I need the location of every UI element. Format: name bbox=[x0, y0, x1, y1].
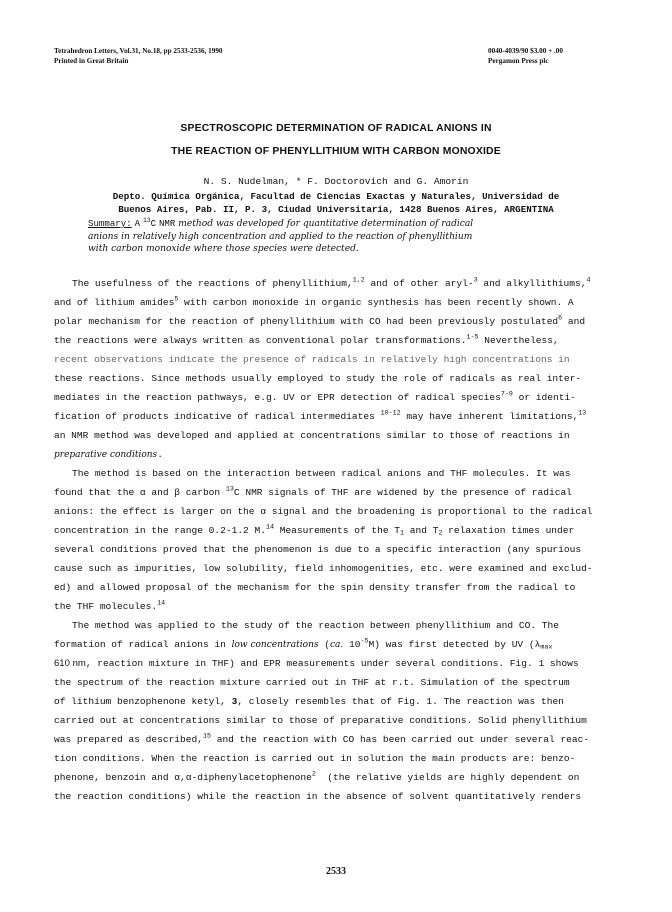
printed-in: Printed in Great Britain bbox=[54, 57, 129, 65]
text-line: an NMR method was developed and applied at concentrations similar to those of reactions in bbox=[54, 430, 570, 441]
text-line: phenone, benzoin and α,α-diphenylacetophenone$^2$ (the relative yields are highly dependent on bbox=[54, 770, 580, 783]
journal-header-left bbox=[54, 46, 223, 66]
text-line: fication of products indicative of radical intermediates $^{10-12}$ may have inherent limitations,$^{13}$ bbox=[54, 409, 587, 422]
text-line: The method was applied to the study of the reaction between phenyllithium and CO. The bbox=[72, 620, 559, 631]
journal-header-right bbox=[488, 46, 563, 66]
text-line: 610 nm, reaction mixture in THF) and EPR measurements under several conditions. Fig. 1 shows bbox=[54, 658, 579, 669]
text-line: recent observations indicate the presence of radicals in relatively high concentrations in bbox=[54, 354, 570, 365]
text-line: of lithium benzophenone ketyl, 3, closely resembles that of Fig. 1. The reaction was then bbox=[54, 696, 564, 707]
summary-line-3: with carbon monoxide where those species were detected. bbox=[88, 244, 359, 254]
affiliation-line-1: Depto. Química Orgánica, Facultad de Ciencias Exactas y Naturales, Universidad de bbox=[112, 191, 560, 202]
text-line: found that the α and β carbon $^{13}$C NMR signals of THF are widened by the presence of radical bbox=[54, 485, 572, 498]
affiliation-line-2: Buenos Aires, Pab. II, P. 3, Ciudad Universitaria, 1428 Buenos Aires, ARGENTINA bbox=[118, 204, 554, 215]
text-line: concentration in the range 0.2-1.2 M.$^{14}$ Measurements of the $T_1$ and $T_2$ relaxation times under bbox=[54, 523, 575, 538]
text-line: The method is based on the interaction between radical anions and THF molecules. It was bbox=[72, 468, 571, 479]
authors: N. S. Nudelman, * F. Doctorovich and G. Amorín bbox=[203, 176, 469, 187]
summary-label: Summary: bbox=[88, 218, 132, 229]
text-line: several conditions proved that the phenomenon is due to a specific interaction (any spurious bbox=[54, 544, 582, 555]
text-line: was prepared as described,$^{15}$ and the reaction with CO has been carried out under several reac- bbox=[54, 732, 590, 745]
summary-line-2: anions in relatively high concentration and applied to the reaction of phenyllithium bbox=[88, 231, 473, 242]
text-line: polar mechanism for the reaction of phenyllithium with CO had been previously postulated$^6$ and bbox=[54, 314, 586, 327]
summary-line-1: Summary: A $^{13}$C NMR method was developed for quantitative determination of radical bbox=[88, 216, 474, 229]
page-number: 2533 bbox=[326, 866, 346, 877]
text-line: and of lithium amides$^5$ with carbon monoxide in organic synthesis has been recently shown. A bbox=[54, 295, 574, 308]
text-line: the reaction conditions) while the reaction in the absence of solvent quantitatively renders bbox=[54, 791, 582, 802]
text-line: these reactions. Since methods usually employed to study the role of radicals as real inter- bbox=[54, 373, 582, 384]
text-line: the THF molecules.$^{14}$ bbox=[54, 599, 166, 612]
text-line: ed) and allowed proposal of the mechanism for the spin density transfer from the radical to bbox=[54, 582, 576, 593]
summary bbox=[88, 218, 608, 256]
text-line: formation of radical anions in low concentrations (ca. $10^{-5}M$) was first detected by UV ($\lambda_{max}$ bbox=[54, 637, 553, 652]
title-line-1: SPECTROSCOPIC DETERMINATION OF RADICAL ANIONS IN bbox=[180, 123, 492, 134]
journal-citation: Tetrahedron Letters, Vol.31, No.18, pp 2533-2536, 1990 bbox=[54, 47, 223, 55]
text-line: carried out at concentrations similar to those of preparative conditions. Solid phenyllithium bbox=[54, 715, 587, 726]
text-line: mediates in the reaction pathways, e.g. UV or EPR detection of radical species$^{7-9}$ or identi- bbox=[54, 390, 576, 403]
text-line: The usefulness of the reactions of phenyllithium,$^{1,2}$ and of other aryl-$^3$ and alkyllithiums,$^4$ bbox=[72, 276, 591, 289]
text-line: anions: the effect is larger on the α signal and the broadening is proportional to the radical bbox=[54, 506, 593, 517]
text-line: tion conditions. When the reaction is carried out in solution the main products are: benzo- bbox=[54, 753, 576, 764]
text-line: the spectrum of the reaction mixture carried out in THF at r.t. Simulation of the spectrum bbox=[54, 677, 570, 688]
text-line: preparative conditions. bbox=[54, 449, 163, 460]
text-line: cause such as impurities, low solubility, field inhomogenities, etc. were examined and exclud- bbox=[54, 563, 593, 574]
title-line-2: THE REACTION OF PHENYLLITHIUM WITH CARBON MONOXIDE bbox=[171, 146, 501, 157]
price-code: 0040-4039/90 $3.00 + .00 bbox=[488, 47, 563, 55]
text-line: the reactions were always written as conventional polar transformations.$^{1-5}$ Nevertheless, bbox=[54, 333, 559, 346]
publisher: Pergamon Press plc bbox=[488, 57, 549, 65]
